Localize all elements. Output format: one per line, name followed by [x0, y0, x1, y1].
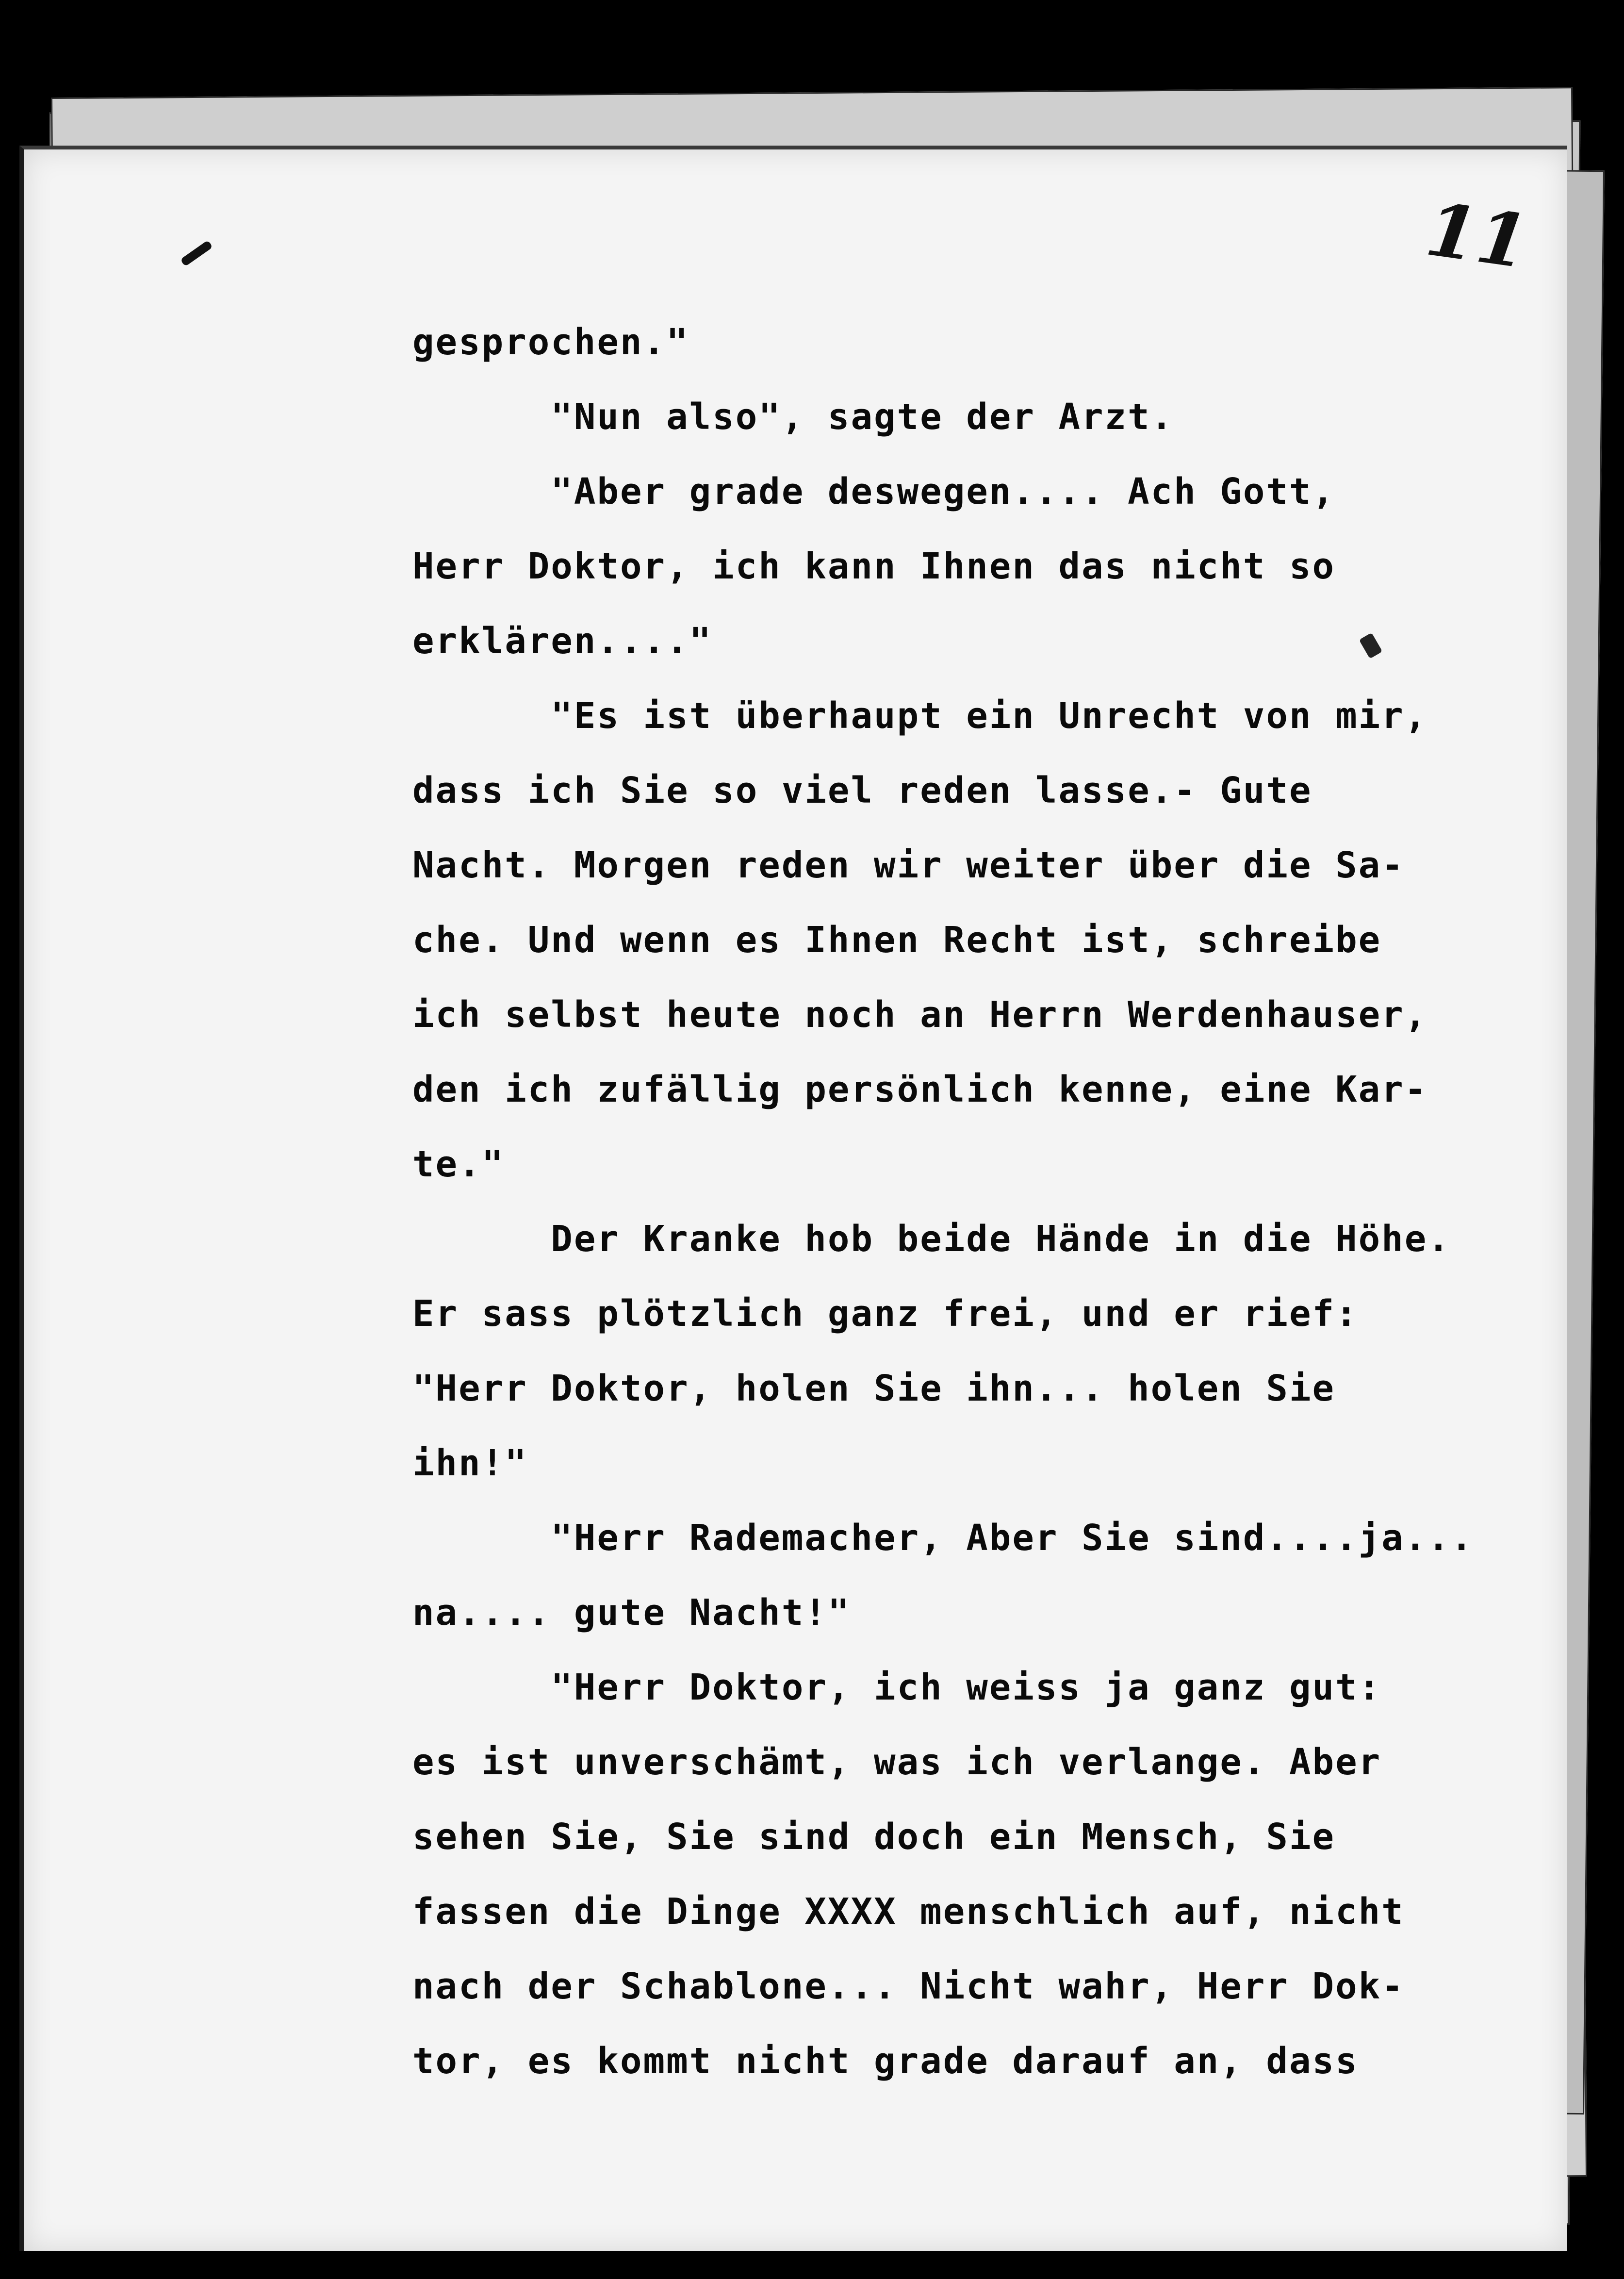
text-line: dass ich Sie so viel reden lasse.- Gute — [412, 770, 1312, 811]
text-line: es ist unverschämt, was ich verlange. Aber — [412, 1741, 1382, 1783]
text-line: nach der Schablone... Nicht wahr, Herr Dok- — [412, 1965, 1405, 2007]
text-line: na.... gute Nacht!" — [412, 1592, 851, 1634]
text-line: gesprochen." — [412, 321, 689, 363]
page-number: 11 — [1421, 186, 1533, 285]
typewritten-sheet — [19, 146, 1567, 2251]
text-line: Nacht. Morgen reden wir weiter über die Sa- — [412, 844, 1405, 886]
ink-mark — [180, 240, 213, 267]
typed-body-text — [412, 305, 1480, 2098]
text-line: "Herr Rademacher, Aber Sie sind....ja... — [412, 1517, 1474, 1559]
text-line: che. Und wenn es Ihnen Recht ist, schreibe — [412, 919, 1382, 961]
text-line: "Aber grade deswegen.... Ach Gott, — [412, 471, 1336, 512]
text-line: te." — [412, 1143, 505, 1185]
text-line: den ich zufällig persönlich kenne, eine Kar- — [412, 1069, 1428, 1110]
text-line: Er sass plötzlich ganz frei, und er rief: — [412, 1293, 1359, 1335]
text-line: "Herr Doktor, holen Sie ihn... holen Sie — [412, 1368, 1336, 1409]
text-line: sehen Sie, Sie sind doch ein Mensch, Sie — [412, 1816, 1336, 1858]
text-line: erklären...." — [412, 620, 713, 662]
text-line: Der Kranke hob beide Hände in die Höhe. — [412, 1218, 1451, 1260]
text-line: Herr Doktor, ich kann Ihnen das nicht so — [412, 545, 1336, 587]
text-line: ich selbst heute noch an Herrn Werdenhauser, — [412, 994, 1428, 1036]
text-line: fassen die Dinge XXXX menschlich auf, nicht — [412, 1891, 1405, 1932]
text-line: "Nun also", sagte der Arzt. — [412, 396, 1174, 438]
text-line: ihn!" — [412, 1442, 528, 1484]
text-line: tor, es kommt nicht grade darauf an, dass — [412, 2040, 1359, 2082]
text-line: "Es ist überhaupt ein Unrecht von mir, — [412, 695, 1428, 737]
text-line: "Herr Doktor, ich weiss ja ganz gut: — [412, 1667, 1382, 1708]
